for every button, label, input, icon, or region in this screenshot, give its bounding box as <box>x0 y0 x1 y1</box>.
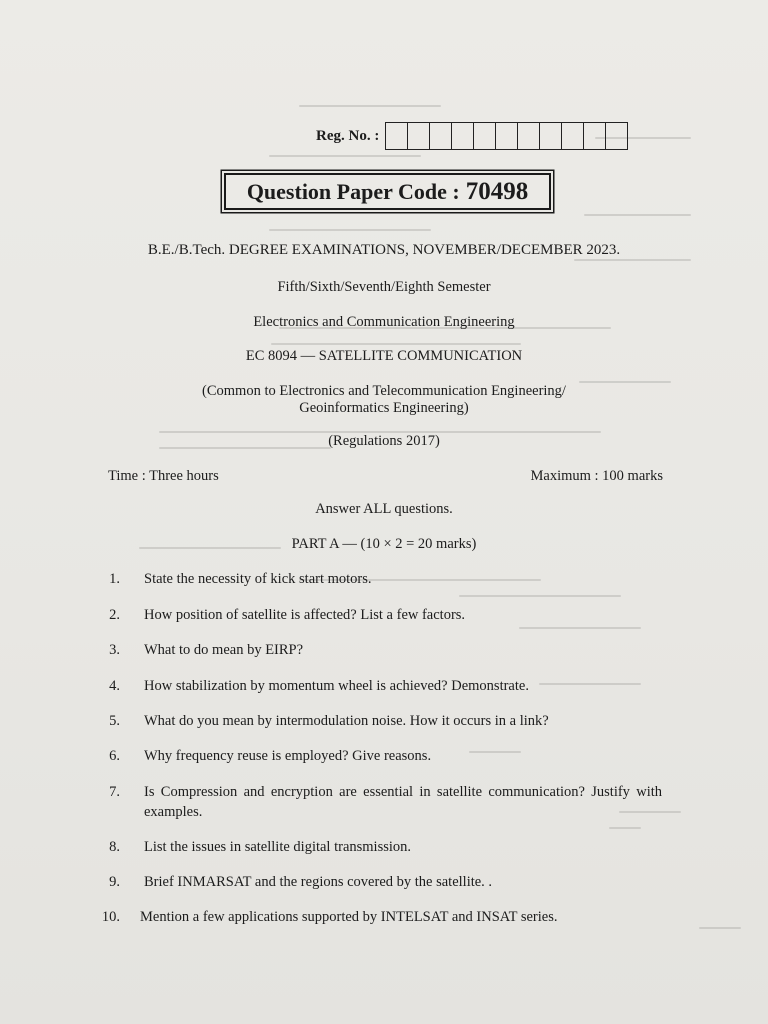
question-text: How position of satellite is affected? List a few factors. <box>144 607 466 623</box>
reg-digit-box[interactable] <box>584 123 606 149</box>
reg-digit-box[interactable] <box>408 123 430 149</box>
course-title: EC 8094 — SATELLITE COMMUNICATION <box>245 348 523 364</box>
maximum-marks: Maximum : 100 marks <box>530 468 663 484</box>
reg-digit-box[interactable] <box>386 123 408 149</box>
question-text: Why frequency reuse is employed? Give reasons. <box>144 748 432 764</box>
reg-digit-box[interactable] <box>496 123 518 149</box>
reg-no-label: Reg. No. : <box>316 127 380 144</box>
question-text: Brief INMARSAT and the regions covered by the satellite. . <box>144 874 493 890</box>
reg-digit-box[interactable] <box>452 123 474 149</box>
question-paper-code <box>224 173 551 210</box>
reg-digit-box[interactable] <box>474 123 496 149</box>
reg-digit-box[interactable] <box>518 123 540 149</box>
question-number: 1. <box>109 571 120 587</box>
code-number: 70498 <box>465 177 529 205</box>
question-number: 8. <box>109 839 120 855</box>
question-number: 2. <box>109 607 120 623</box>
department-line: Electronics and Communication Engineering <box>253 314 515 330</box>
regulations-line: (Regulations 2017) <box>328 433 440 449</box>
question-number: 3. <box>109 642 120 658</box>
instruction-line: Answer ALL questions. <box>315 501 453 517</box>
question-number: 10. <box>101 909 120 925</box>
reg-digit-box[interactable] <box>562 123 584 149</box>
question-number: 5. <box>109 713 120 729</box>
common-to-line-2: Geoinformatics Engineering) <box>299 400 469 416</box>
question-number: 9. <box>109 874 120 890</box>
exam-title: B.E./B.Tech. DEGREE EXAMINATIONS, NOVEMBER/DECEMBER 2023. <box>147 242 621 258</box>
question-text: State the necessity of kick start motors. <box>144 571 372 587</box>
part-a-heading: PART A — (10 × 2 = 20 marks) <box>291 536 477 552</box>
code-label: Question Paper Code : <box>246 178 460 204</box>
question-text: List the issues in satellite digital transmission. <box>144 839 412 855</box>
reg-digit-box[interactable] <box>606 123 627 149</box>
reg-digit-box[interactable] <box>540 123 562 149</box>
question-text: What do you mean by intermodulation noise. How it occurs in a link? <box>144 713 549 729</box>
common-to-line-1: (Common to Electronics and Telecommunication Engineering/ <box>202 383 566 399</box>
semester-line: Fifth/Sixth/Seventh/Eighth Semester <box>277 279 491 295</box>
reg-digit-box[interactable] <box>430 123 452 149</box>
question-text: Mention a few applications supported by INTELSAT and INSAT series. <box>140 909 558 925</box>
question-text: What to do mean by EIRP? <box>144 642 304 658</box>
question-text: How stabilization by momentum wheel is achieved? Demonstrate. <box>144 678 529 694</box>
question-number: 7. <box>109 784 120 800</box>
reg-no-boxes[interactable] <box>385 122 628 150</box>
registration-number <box>316 122 628 150</box>
time-allowed: Time : Three hours <box>108 468 219 484</box>
question-text: Is Compression and encryption are essential in satellite communication? Justify with examples. <box>144 784 662 820</box>
question-number: 4. <box>109 678 120 694</box>
question-number: 6. <box>109 748 120 764</box>
